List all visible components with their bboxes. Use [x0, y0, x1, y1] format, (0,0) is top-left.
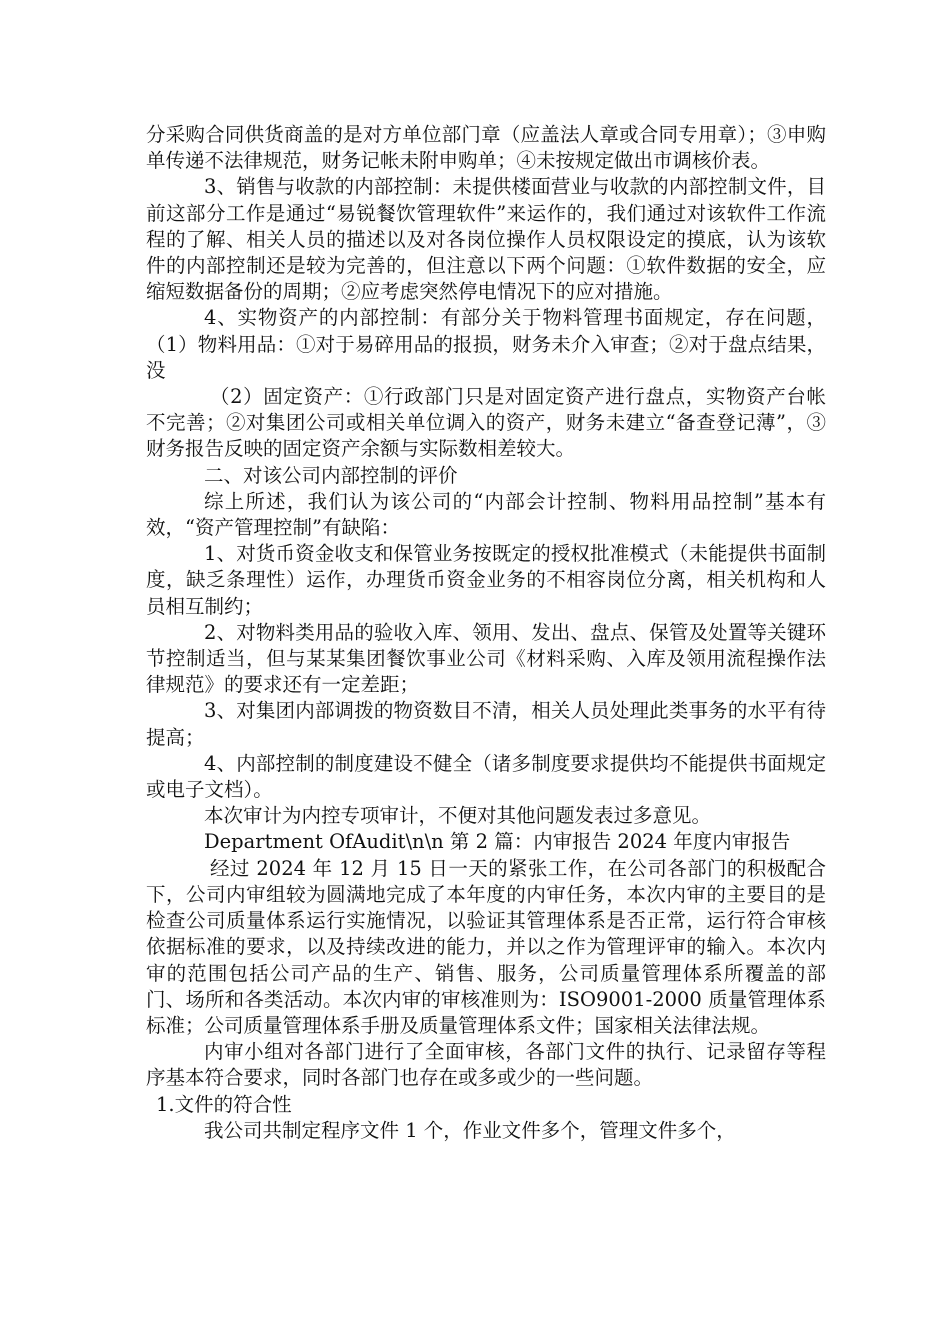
paragraph-audit-team: 内审小组对各部门进行了全面审核，各部门文件的执行、记录留存等程序基本符合要求，同时各部门也存在或多或少的一些问题。 — [146, 1040, 826, 1090]
paragraph-item-2: 2、对物料类用品的验收入库、领用、发出、盘点、保管及处置等关键环节控制适当，但与某某集团餐饮事业公司《材料采购、入库及领用流程操作法律规范》的要求还有一定差距； — [146, 620, 826, 697]
paragraph-item-4: 4、内部控制的制度建设不健全（诸多制度要求提供均不能提供书面规定或电子文档）。 — [146, 751, 826, 802]
paragraph-fixed-assets: （2）固定资产：①行政部门只是对固定资产进行盘点，实物资产台帐不完善；②对集团公司或相关单位调入的资产，财务未建立“备查登记薄”，③财务报告反映的固定资产余额与实际数相差较大。 — [146, 385, 826, 461]
paragraph-item-3: 3、对集团内部调拨的物资数目不清，相关人员处理此类事务的水平有待提高； — [146, 699, 826, 749]
paragraph-item-1: 1、对货币资金收支和保管业务按既定的授权批准模式（未能提供书面制度，缺乏条理性）运作，办理货币资金业务的不相容岗位分离，相关机构和人员相互制约； — [146, 542, 826, 618]
paragraph-sales-control: 3、销售与收款的内部控制：未提供楼面营业与收款的内部控制文件，目前这部分工作是通过“易锐餐饮管理软件”来运作的，我们通过对该软件工作流程的了解、相关人员的描述以及对各岗位操作人员权限设定的摸底，认为该软件的内部控制还是较为完善的，但注意以下两个问题：①软件数据的安全，应缩短数据备份的周期；②应考虑突然停电情况下的应对措施。 — [146, 175, 826, 304]
paragraph-audit-note: 本次审计为内控专项审计，不便对其他问题发表过多意见。 — [204, 804, 712, 828]
section-heading-evaluation: 二、对该公司内部控制的评价 — [204, 463, 458, 487]
document-body — [146, 122, 826, 1144]
paragraph-procurement-issues: 分采购合同供货商盖的是对方单位部门章（应盖法人章或合同专用章）；③申购单传递不法律规范，财务记帐未附申购单；④未按规定做出市调核价表。 — [146, 123, 826, 173]
section-heading-doc-conformity: 1.文件的符合性 — [156, 1092, 292, 1116]
paragraph-documents-count: 我公司共制定程序文件 1 个，作业文件多个，管理文件多个， — [204, 1118, 736, 1142]
paragraph-summary: 综上所述，我们认为该公司的“内部会计控制、物料用品控制”基本有效，“资产管理控制”有缺陷： — [146, 489, 826, 540]
article-2-title: Department OfAudit\n\n 第 2 篇：内审报告 2024 年度内审报告 — [204, 830, 791, 854]
paragraph-internal-audit-intro: 经过 2024 年 12 月 15 日一天的紧张工作，在公司各部门的积极配合下，公司内审组较为圆满地完成了本年度的内审任务，本次内审的主要目的是检查公司质量体系运行实施情况，以验证其管理体系是否正常，运行符合审核依据标准的要求，以及持续改进的能力，并以之作为管理评审的输入。本次内审的范围包括公司产品的生产、销售、服务，公司质量管理体系所覆盖的部门、场所和各类活动。本次内审的审核准则为：ISO9001-2000 质量管理体系标准；公司质量管理体系手册及质量管理体系文件；国家相关法律法规。 — [146, 856, 826, 1037]
paragraph-physical-assets: 4、实物资产的内部控制：有部分关于物料管理书面规定，存在问题，（1）物料用品：①对于易碎用品的报损，财务未介入审查；②对于盘点结果，没 — [146, 306, 826, 382]
